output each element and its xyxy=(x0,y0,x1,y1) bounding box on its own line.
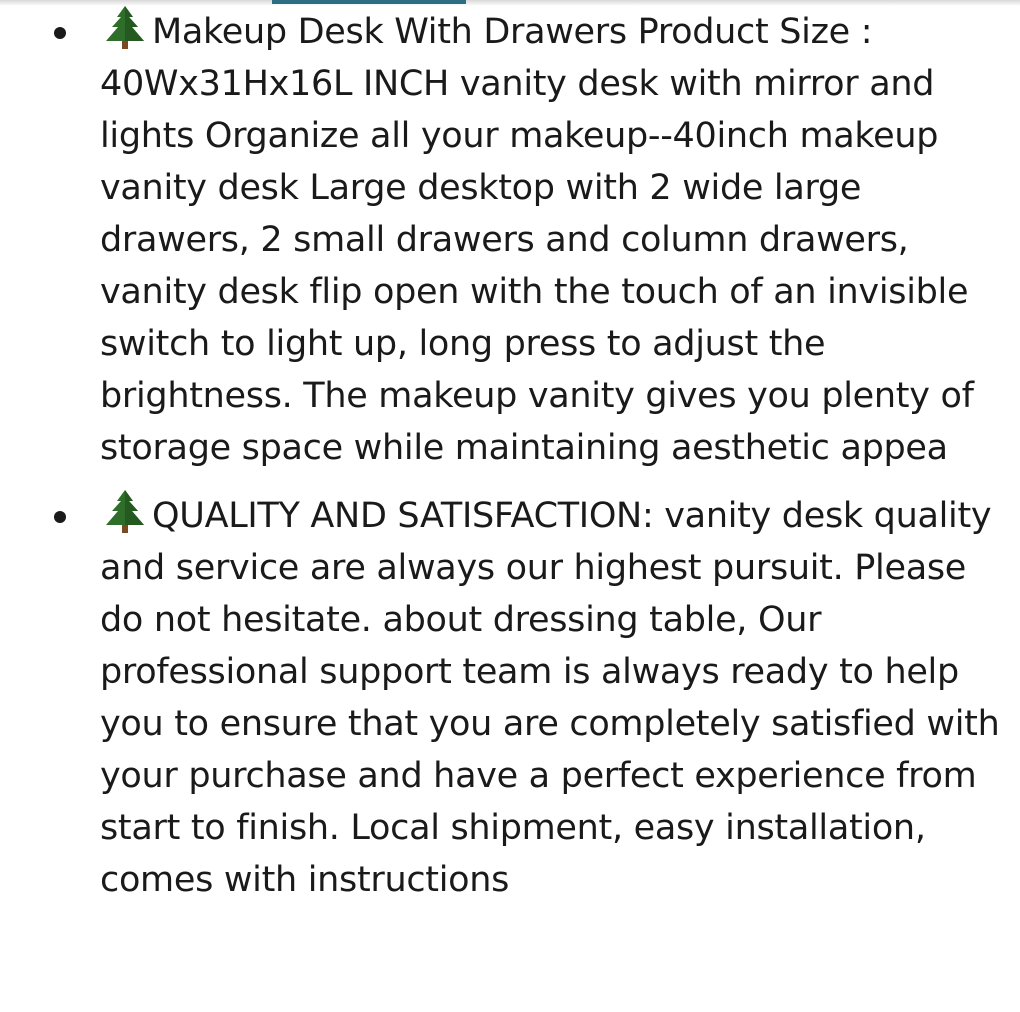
feature-bullet-item xyxy=(0,489,1000,906)
tree-icon xyxy=(100,5,150,49)
bullet-dot xyxy=(54,27,66,39)
tree-icon xyxy=(100,489,150,533)
feature-bullet-text: QUALITY AND SATISFACTION: vanity desk quality and service are always our highest pursuit. Please do not hesitate. about dressing table, Our professional support team is always ready to help you to ensure that you are completely satisfied with your purchase and have a perfect experience from start to finish. Local shipment, easy installation, comes with instructions xyxy=(100,496,1000,900)
feature-bullet-text: Makeup Desk With Drawers Product Size : 40Wx31Hx16L INCH vanity desk with mirror and lights Organize all your makeup--40inch makeup vanity desk Large desktop with 2 wide large drawers, 2 small drawers and column drawers, vanity desk flip open with the touch of an invisible switch to light up, long press to adjust the brightness. The makeup vanity gives you plenty of storage space while maintaining aesthetic appea xyxy=(100,12,974,468)
feature-bullet-item xyxy=(0,5,1000,474)
bullet-dot xyxy=(54,511,66,523)
